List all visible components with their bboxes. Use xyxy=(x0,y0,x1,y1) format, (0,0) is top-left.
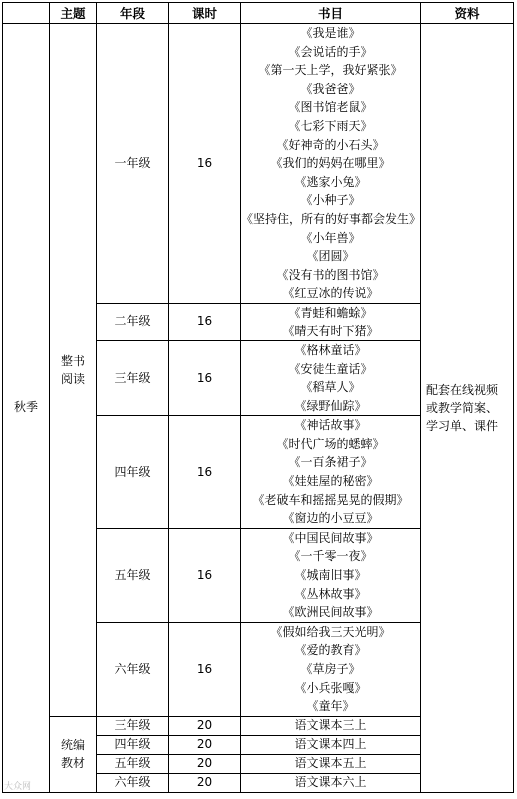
textbook-cell: 语文课本六上 xyxy=(241,773,421,792)
materials-cell xyxy=(421,24,514,793)
hours-cell: 16 xyxy=(169,24,241,304)
book-title: 《红豆冰的传说》 xyxy=(282,286,379,301)
header-grade: 年段 xyxy=(97,3,169,24)
book-title: 《坚持住，所有的好事都会发生》 xyxy=(241,211,422,226)
textbook-cell: 语文课本四上 xyxy=(241,735,421,754)
book-title: 《娃娃屋的秘密》 xyxy=(282,474,379,489)
book-title: 《一百条裙子》 xyxy=(288,455,373,470)
header-books: 书目 xyxy=(241,3,421,24)
book-title: 《城南旧事》 xyxy=(294,568,367,583)
watermark: 大众网 xyxy=(4,782,32,792)
book-title: 《草房子》 xyxy=(300,662,361,676)
header-materials: 资料 xyxy=(421,3,514,24)
book-title: 《中国民间故事》 xyxy=(282,530,379,545)
header-theme: 主题 xyxy=(50,3,97,24)
hours-cell: 16 xyxy=(169,528,241,622)
hours-cell: 20 xyxy=(169,716,241,735)
book-list-cell xyxy=(241,24,421,304)
theme-cell-line: 阅读 xyxy=(60,371,85,386)
grade-cell: 一年级 xyxy=(97,24,169,304)
book-title: 《稻草人》 xyxy=(300,380,361,395)
theme-cell xyxy=(50,24,97,717)
book-title: 《团圆》 xyxy=(306,249,355,264)
header-blank xyxy=(3,3,50,24)
season-cell: 秋季 xyxy=(3,24,50,793)
grade-cell: 六年级 xyxy=(97,622,169,716)
hours-cell: 16 xyxy=(169,416,241,529)
grade-cell: 三年级 xyxy=(97,716,169,735)
theme-cell-line: 整书 xyxy=(60,353,85,368)
book-title: 《没有书的图书馆》 xyxy=(276,267,385,282)
course-table-body xyxy=(3,3,514,793)
book-list-cell xyxy=(241,622,421,716)
book-title: 《青蛙和蟾蜍》 xyxy=(288,305,373,320)
book-title: 《我爸爸》 xyxy=(300,81,361,96)
grade-cell: 二年级 xyxy=(97,303,169,340)
book-title: 《七彩下雨天》 xyxy=(288,118,373,133)
book-title: 《第一天上学，我好紧张》 xyxy=(258,63,403,78)
book-title: 《我是谁》 xyxy=(300,26,361,40)
hours-cell: 20 xyxy=(169,735,241,754)
hours-cell: 20 xyxy=(169,754,241,773)
book-title: 《神话故事》 xyxy=(294,418,367,433)
course-table xyxy=(2,2,514,793)
book-list-cell xyxy=(241,303,421,340)
grade-cell: 五年级 xyxy=(97,754,169,773)
materials-cell-line: 或教学简案、 xyxy=(426,400,499,415)
theme-cell-line: 教材 xyxy=(60,756,85,771)
theme-cell-line: 统编 xyxy=(60,738,85,753)
book-list-cell xyxy=(241,340,421,415)
book-title: 《一千零一夜》 xyxy=(288,549,373,564)
book-title: 《老破车和摇摇晃晃的假期》 xyxy=(252,492,409,507)
book-title: 《小种子》 xyxy=(300,193,361,208)
materials-cell-line: 配套在线视频 xyxy=(426,382,499,397)
book-title: 《童年》 xyxy=(306,699,355,714)
grade-cell: 四年级 xyxy=(97,735,169,754)
header-row xyxy=(3,3,514,24)
book-title: 《假如给我三天光明》 xyxy=(270,624,391,639)
book-title: 《窗边的小豆豆》 xyxy=(282,511,379,526)
book-title: 《安徒生童话》 xyxy=(288,361,373,376)
grade-cell: 五年级 xyxy=(97,528,169,622)
grade-cell: 六年级 xyxy=(97,773,169,792)
materials-cell-line: 学习单、课件 xyxy=(426,418,499,433)
hours-cell: 16 xyxy=(169,622,241,716)
book-title: 《小兵张嘎》 xyxy=(294,680,367,695)
textbook-cell: 语文课本五上 xyxy=(241,754,421,773)
header-hours: 课时 xyxy=(169,3,241,24)
hours-cell: 20 xyxy=(169,773,241,792)
book-title: 《好神奇的小石头》 xyxy=(276,137,385,152)
grade-cell: 四年级 xyxy=(97,416,169,529)
book-title: 《丛林故事》 xyxy=(294,586,367,601)
hours-cell: 16 xyxy=(169,303,241,340)
book-list-cell xyxy=(241,528,421,622)
table-row xyxy=(3,24,514,304)
book-title: 《逃家小兔》 xyxy=(294,174,367,189)
book-title: 《图书馆老鼠》 xyxy=(288,100,373,115)
book-title: 《格林童话》 xyxy=(294,342,367,357)
book-title: 《绿野仙踪》 xyxy=(294,398,367,413)
book-title: 《我们的妈妈在哪里》 xyxy=(270,156,391,171)
book-title: 《会说话的手》 xyxy=(288,44,373,59)
textbook-cell: 语文课本三上 xyxy=(241,716,421,735)
grade-cell: 三年级 xyxy=(97,340,169,415)
book-title: 《欧洲民间故事》 xyxy=(282,605,379,620)
hours-cell: 16 xyxy=(169,340,241,415)
book-list-cell xyxy=(241,416,421,529)
theme-cell xyxy=(50,716,97,792)
book-title: 《小年兽》 xyxy=(300,230,361,245)
book-title: 《时代广场的蟋蟀》 xyxy=(276,436,385,451)
book-title: 《晴天有时下猪》 xyxy=(282,323,379,338)
book-title: 《爱的教育》 xyxy=(294,643,367,658)
